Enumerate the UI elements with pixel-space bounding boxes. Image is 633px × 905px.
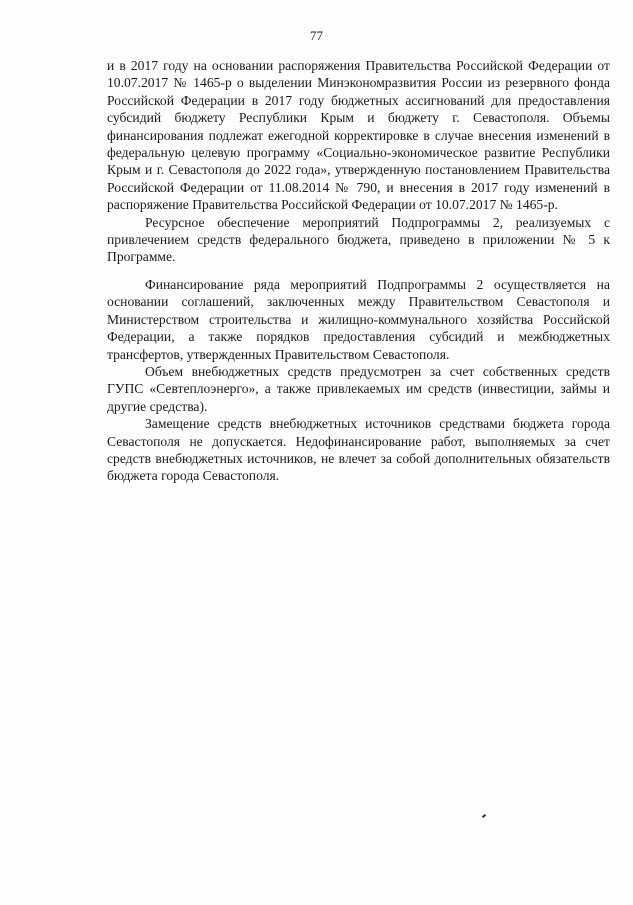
document-body [107,57,610,485]
stray-pen-mark [482,814,486,818]
paragraph-continuation: и в 2017 году на основании распоряжения Правительства Российской Федерации от 10.07.2017 № 1465-р о выделении Минэкономразвития России из резервного фонда Российской Федерации в 2017 году бюджетных ассигнований для предоставления субсидий бюджету Республики Крым и бюджету г. Севастополя. Объемы финансирования подлежат ежегодной корректировке в случае внесения изменений в федеральную целевую программу «Социально-экономическое развитие Республики Крым и г. Севастополя до 2022 года», утвержденную постановлением Правительства Российской Федерации от 11.08.2014 № 790, и внесения в 2017 году изменений в распоряжение Правительства Российской Федерации от 10.07.2017 № 1465-р. [107,58,610,213]
paragraph-resource-provision: Ресурсное обеспечение мероприятий Подпрограммы 2, реализуемых с привлечением средств федерального бюджета, приведено в приложении № 5 к Программе. [107,214,610,265]
paragraph-financing-agreements: Финансирование ряда мероприятий Подпрограммы 2 осуществляется на основании соглашений, заключенных между Правительством Севастополя и Министерством строительства и жилищно-коммунального хозяйства Российской Федерации, а также порядков предоставления субсидий и межбюджетных трансфертов, утвержденных Правительством Севастополя. [107,276,610,362]
page-number: 77 [310,28,323,43]
paragraph-budget-replacement: Замещение средств внебюджетных источников средствами бюджета города Севастополя не допускается. Недофинансирование работ, выполняемых за счет средств внебюджетных источников, не влечет за собой дополнительных обязательств бюджета города Севастополя. [107,416,610,484]
paragraph-extrabudgetary-funds: Объем внебюджетных средств предусмотрен за счет собственных средств ГУПС «Севтеплоэнерго», а также привлекаемых им средств (инвестиции, займы и другие средства). [107,363,610,414]
